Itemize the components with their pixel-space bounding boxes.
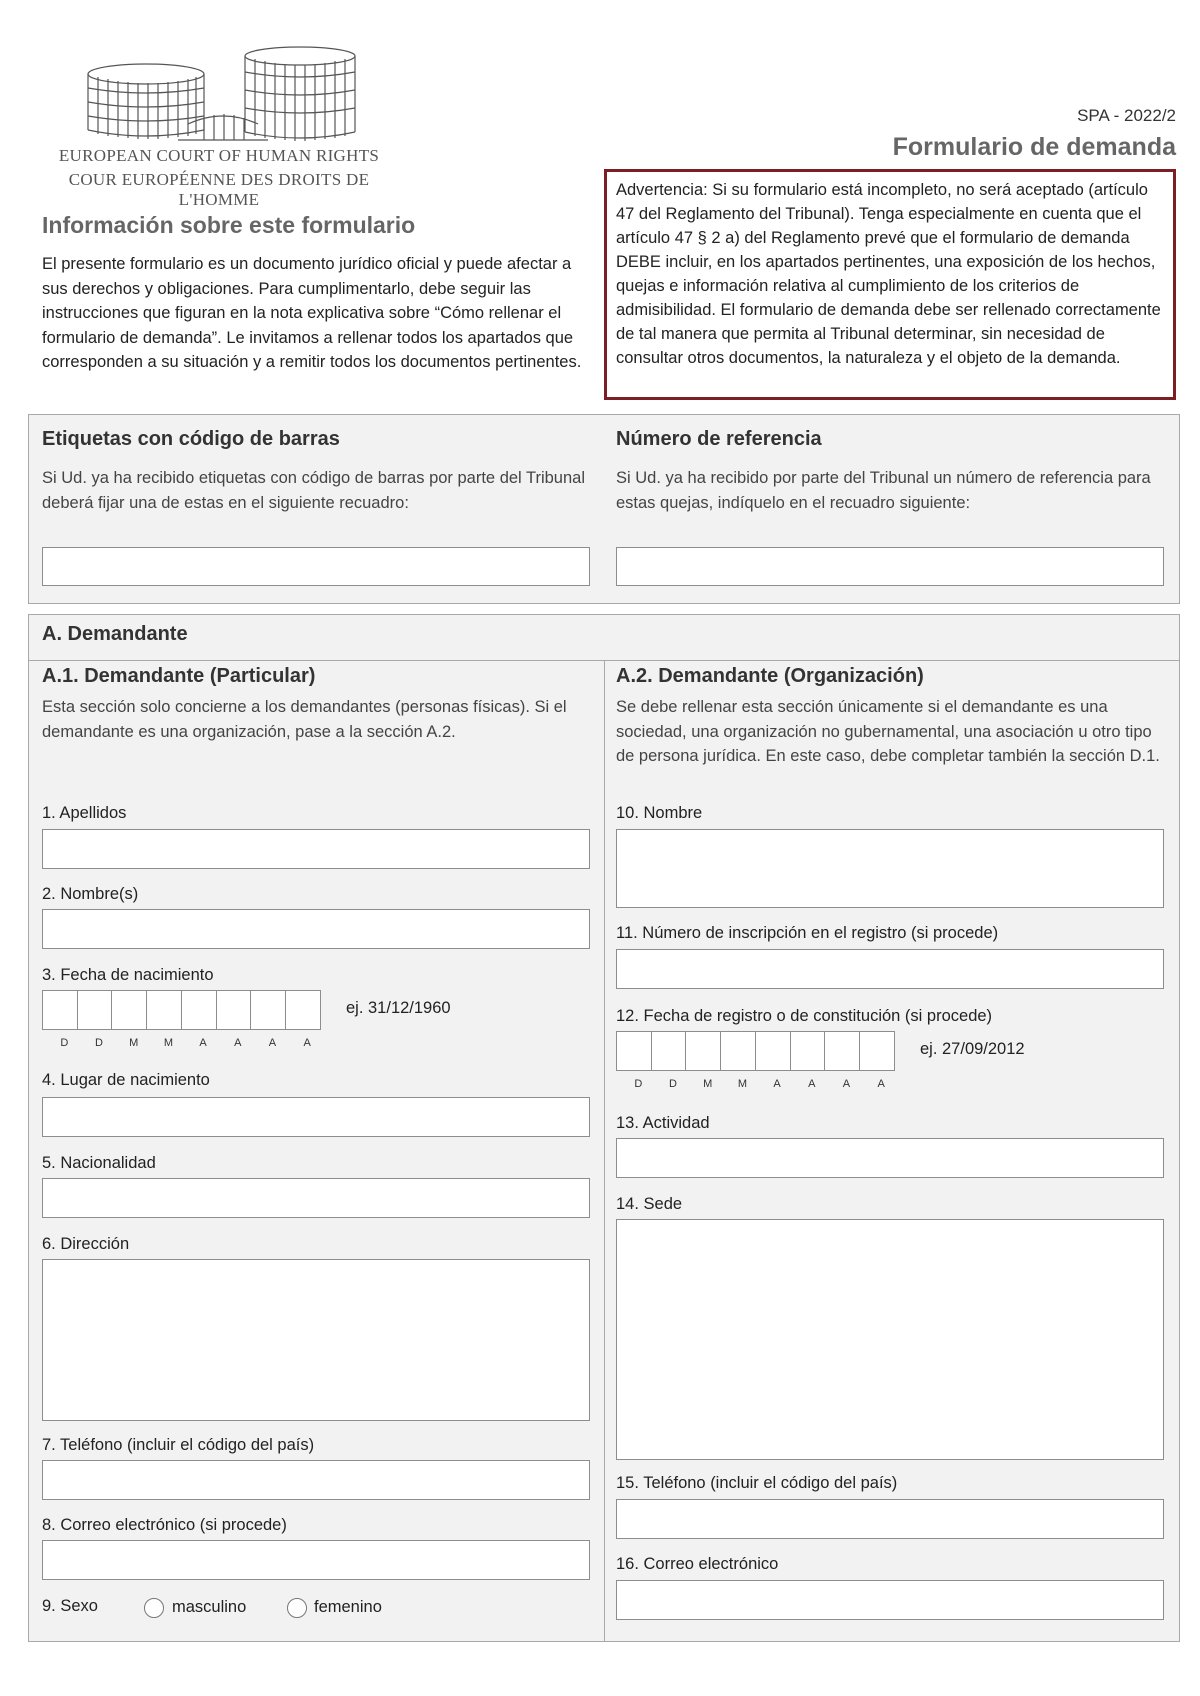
activity-field[interactable] [616,1138,1164,1178]
first-name-label: 2. Nombre(s) [42,885,139,903]
warning-box [604,169,1176,400]
registration-number-label: 11. Número de inscripción en el registro (si procede) [616,924,999,942]
activity-label: 13. Actividad [616,1114,710,1132]
birth-place-field[interactable] [42,1097,590,1137]
surname-label: 1. Apellidos [42,804,127,822]
date-cell[interactable] [216,990,252,1030]
a1-title: A.1. Demandante (Particular) [42,665,316,687]
headquarters-label: 14. Sede [616,1195,683,1213]
a2-text: Se debe rellenar esta sección únicamente si el demandante es una sociedad, una organización no gubernamental, una asociación u otro tipo de persona jurídica. En este caso, debe completar también la sección D.1. [616,698,1160,765]
date-letter: D [634,1078,643,1090]
sex-female-radio[interactable] [287,1598,307,1618]
birth-date-field[interactable] [42,990,320,1030]
sex-male-label: masculino [172,1598,247,1616]
date-cell[interactable] [859,1031,895,1071]
date-letter: A [773,1078,781,1090]
address-label: 6. Dirección [42,1235,130,1253]
date-cell[interactable] [824,1031,860,1071]
date-letter: M [129,1037,139,1049]
a2-title: A.2. Demandante (Organización) [616,665,924,687]
phone-field[interactable] [42,1460,590,1500]
date-letter: D [95,1037,103,1049]
sex-female-label: femenino [314,1598,382,1616]
date-letter: A [303,1037,311,1049]
date-cell[interactable] [720,1031,756,1071]
nationality-field[interactable] [42,1178,590,1218]
headquarters-field[interactable] [616,1219,1164,1460]
registration-date-example: ej. 27/09/2012 [920,1040,1025,1058]
org-phone-field[interactable] [616,1499,1164,1539]
date-cell[interactable] [77,990,113,1030]
reference-title: Número de referencia [616,428,822,450]
date-letter: M [737,1078,747,1090]
date-cell[interactable] [181,990,217,1030]
registration-number-field[interactable] [616,949,1164,989]
date-cell[interactable] [285,990,321,1030]
date-letter: D [669,1078,677,1090]
info-title: Información sobre este formulario [42,212,416,238]
date-letter: A [234,1037,242,1049]
birth-place-label: 4. Lugar de nacimiento [42,1071,210,1089]
email-field[interactable] [42,1540,590,1580]
reference-text: Si Ud. ya ha recibido por parte del Tribunal un número de referencia para estas quejas, indíquelo en el recuadro siguiente: [616,469,1151,512]
reference-number-field[interactable] [616,547,1164,586]
date-cell[interactable] [755,1031,791,1071]
barcode-field[interactable] [42,547,590,586]
info-text: El presente formulario es un documento jurídico oficial y puede afectar a sus derechos y obligaciones. Para cumplimentarlo, debe seguir las instrucciones que figuran en la nota explicativa sobre “Cómo rellenar el formulario de demanda”. Le invitamos a rellenar todos los apartados que corresponden a su situación y a remitir todos los documentos pertinentes. [42,255,582,371]
date-cell[interactable] [616,1031,652,1071]
org-email-field[interactable] [616,1580,1164,1620]
column-divider [604,660,605,1642]
nationality-label: 5. Nacionalidad [42,1154,156,1172]
registration-date-format [621,1078,899,1090]
date-cell[interactable] [111,990,147,1030]
address-field[interactable] [42,1259,590,1421]
form-code: SPA - 2022/2 [1077,106,1176,125]
form-title: Formulario de demanda [892,133,1176,161]
registration-date-label: 12. Fecha de registro o de constitución (si procede) [616,1007,993,1025]
court-name-fr: COUR EUROPÉENNE DES DROITS DE L'HOMME [68,170,370,209]
sex-label: 9. Sexo [42,1597,98,1615]
first-name-field[interactable] [42,909,590,949]
birth-date-example: ej. 31/12/1960 [346,999,451,1017]
section-a-title: A. Demandante [42,623,188,645]
barcode-text: Si Ud. ya ha recibido etiquetas con código de barras por parte del Tribunal deberá fijar una de estas en el siguiente recuadro: [42,469,585,512]
birth-date-format [47,1037,325,1049]
a1-text: Esta sección solo concierne a los demandantes (personas físicas). Si el demandante es una organización, pase a la sección A.2. [42,698,567,741]
date-cell[interactable] [250,990,286,1030]
registration-date-field[interactable] [616,1031,894,1071]
org-name-label: 10. Nombre [616,804,703,822]
court-name-en: EUROPEAN COURT OF HUMAN RIGHTS [58,146,380,165]
date-letter: D [60,1037,69,1049]
org-phone-label: 15. Teléfono (incluir el código del país) [616,1474,898,1492]
org-email-label: 16. Correo electrónico [616,1555,779,1573]
date-cell[interactable] [651,1031,687,1071]
warning-text: Advertencia: Si su formulario está incompleto, no será aceptado (artículo 47 del Reglamento del Tribunal). Tenga especialmente en cuenta que el artículo 47 § 2 a) del Reglamento prevé que el formulario de demanda DEBE incluir, en los apartados pertinentes, una exposición de los hechos, quejas e información relativa al cumplimiento de los criterios de admisibilidad. El formulario de demanda debe ser rellenado correctamente de tal manera que permita al Tribunal determinar, sin necesidad de consultar otros documentos, la naturaleza y el objeto de la demanda. [616,181,1161,367]
sex-male-radio[interactable] [144,1598,164,1618]
email-label: 8. Correo electrónico (si procede) [42,1516,287,1534]
date-letter: A [199,1037,207,1049]
date-letter: A [842,1078,851,1090]
birth-date-label: 3. Fecha de nacimiento [42,966,214,984]
org-name-field[interactable] [616,829,1164,908]
phone-label: 7. Teléfono (incluir el código del país) [42,1436,315,1454]
date-letter: A [877,1078,885,1090]
date-letter: A [808,1078,816,1090]
date-cell[interactable] [146,990,182,1030]
surname-field[interactable] [42,829,590,869]
date-cell[interactable] [790,1031,826,1071]
date-letter: M [703,1078,713,1090]
barcode-title: Etiquetas con código de barras [42,428,340,450]
date-letter: A [268,1037,277,1049]
date-cell[interactable] [685,1031,721,1071]
date-cell[interactable] [42,990,78,1030]
date-letter: M [163,1037,173,1049]
